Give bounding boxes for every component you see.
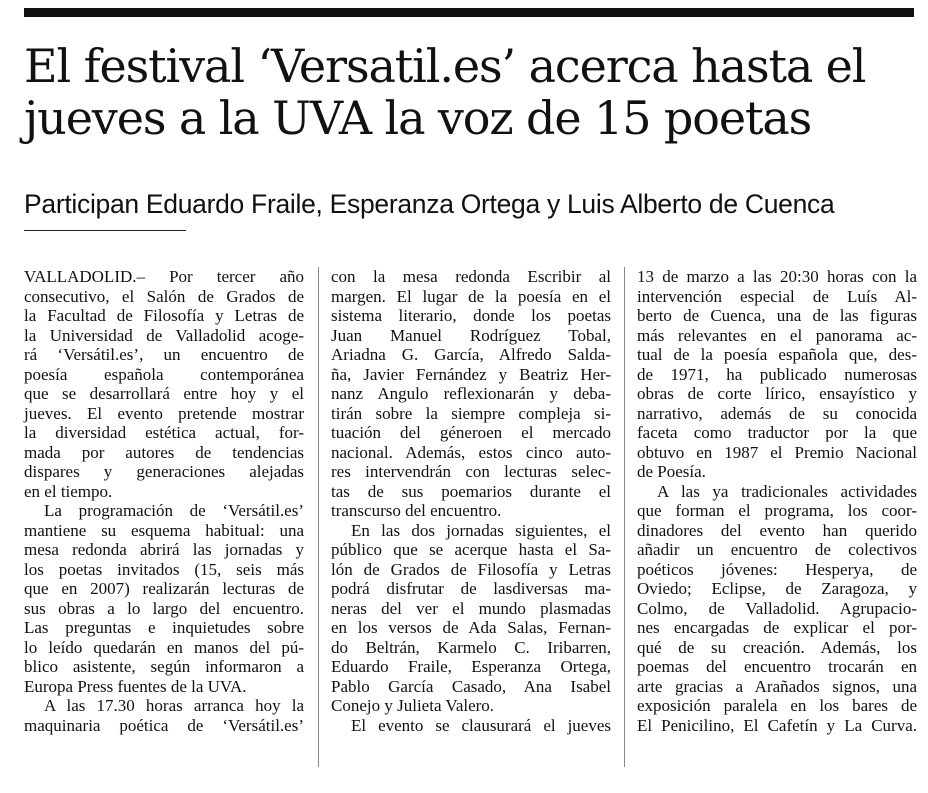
- article-line: Conejo y Julieta Valero.: [331, 696, 495, 715]
- article-line: nanz Angulo reflexionarán y deba-: [331, 384, 611, 403]
- article-line: en el tiempo.: [24, 481, 113, 501]
- article-line: jueves. El evento pretende mostrar: [24, 403, 304, 423]
- article-line: exposición paralela en los bares de: [637, 696, 917, 715]
- subheadline: Participan Eduardo Fraile, Esperanza Ortega y Luis Alberto de Cuenca: [24, 189, 835, 219]
- article-line: tirán sobre la siempre compleja si-: [331, 403, 611, 423]
- article-line: que se desarrollará entre hoy y el: [24, 384, 304, 403]
- column-divider: [624, 267, 625, 767]
- article-line: sistema literario, donde los poetas: [331, 306, 611, 325]
- article-line: la Universidad de Valladolid acoge-: [24, 325, 304, 345]
- article-line: tuación del géneroen el mercado: [331, 423, 611, 442]
- article-line: res intervendrán con lecturas selec-: [331, 462, 611, 481]
- article-line: La programación de ‘Versátil.es’: [44, 501, 304, 520]
- article-line: Ariadna G. García, Alfredo Salda-: [331, 345, 611, 364]
- article-line: qué de su creación. Además, los: [637, 637, 917, 657]
- article-line: la diversidad estética actual, for-: [24, 423, 304, 442]
- article-line: margen. El lugar de la poesía en el: [331, 286, 611, 306]
- article-line: que en 2007) realizarán lecturas de: [24, 579, 304, 598]
- article-line: arte gracias a Arañados signos, una: [637, 676, 917, 696]
- article-line: intervención especial de Luís Al-: [637, 286, 917, 306]
- article-line: transcurso del encuentro.: [331, 501, 502, 520]
- article-line: la Facultad de Filosofía y Letras de: [24, 306, 304, 325]
- article-line: blico asistente, según informaron a: [24, 657, 304, 676]
- article-line: 13 de marzo a las 20:30 horas con la: [637, 267, 917, 286]
- article-line: lón de Grados de Filosofía y Letras: [331, 559, 611, 579]
- article-line: ña, Javier Fernández y Beatriz Her-: [331, 364, 611, 384]
- article-line: mesa redonda abrirá las jornadas y: [24, 540, 304, 559]
- article-line: mantiene su esquema habitual: una: [24, 520, 304, 540]
- article-line: mada por autores de tendencias: [24, 442, 304, 462]
- article-line: dinadores del evento han querido: [637, 520, 917, 540]
- article-line: tual de la poesía española que, des-: [637, 345, 917, 364]
- article-line: Juan Manuel Rodríguez Tobal,: [331, 325, 611, 345]
- article-line: obras de corte lírico, ensayístico y: [637, 384, 917, 403]
- article-line: poéticos jóvenes: Hesperya, de: [637, 559, 917, 579]
- article-line: poemas del encuentro trocarán en: [637, 657, 917, 676]
- article-line: podrá disfrutar de lasdiversas ma-: [331, 579, 611, 598]
- article-line: de Poesía.: [637, 462, 706, 481]
- article-line: los poetas invitados (15, seis más: [24, 559, 304, 579]
- article-line: que forman el programa, los coor-: [637, 501, 917, 520]
- article-line: El evento se clausurará el jueves: [351, 715, 611, 735]
- article-line: lo leído quedarán en manos del pú-: [24, 637, 304, 657]
- article-line: maquinaria poética de ‘Versátil.es’: [24, 715, 304, 735]
- column-divider: [318, 267, 319, 767]
- article-line: En las dos jornadas siguientes, el: [351, 520, 611, 540]
- article-column-1: [24, 267, 304, 735]
- article-line: narrativo, además de su conocida: [637, 403, 917, 423]
- article-line: obtuvo en 1987 el Premio Nacional: [637, 442, 917, 462]
- article-line: Oviedo; Eclipse, de Zaragoza, y: [637, 579, 917, 598]
- article-line: do Beltrán, Karmelo C. Iribarren,: [331, 637, 611, 657]
- article-line: berto de Cuenca, una de las figuras: [637, 306, 917, 325]
- headline: [24, 40, 914, 144]
- article-line: Pablo García Casado, Ana Isabel: [331, 676, 611, 696]
- article-line: nes encargadas de explicar el por-: [637, 618, 917, 637]
- article-line: consecutivo, el Salón de Grados de: [24, 286, 304, 306]
- subheadline-rule: [24, 230, 186, 231]
- article-line: añadir un encuentro de colectivos: [637, 540, 917, 559]
- article-line: poesía española contemporánea: [24, 364, 304, 384]
- article-line: dispares y generaciones alejadas: [24, 462, 304, 481]
- article-line: neras del ver el mundo plasmadas: [331, 598, 611, 618]
- article-line: A las ya tradicionales actividades: [657, 481, 917, 501]
- article-line: Europa Press fuentes de la UVA.: [24, 676, 247, 696]
- article-line: más relevantes en el panorama ac-: [637, 325, 917, 345]
- article-line: en los versos de Ada Salas, Fernan-: [331, 618, 611, 637]
- article-line: A las 17.30 horas arranca hoy la: [44, 696, 304, 715]
- headline-line-1: El festival ‘Versatil.es’ acerca hasta el: [24, 39, 866, 93]
- article-line: tas de sus poemarios durante el: [331, 481, 611, 501]
- top-rule: [24, 8, 914, 17]
- article-line: VALLADOLID.– Por tercer año: [24, 267, 304, 286]
- article-line: nacional. Además, estos cinco auto-: [331, 442, 611, 462]
- article-column-2: [331, 267, 611, 735]
- article-line: El Penicilino, El Cafetín y La Curva.: [637, 715, 917, 735]
- article-line: Colmo, de Valladolid. Agrupacio-: [637, 598, 917, 618]
- headline-line-2: jueves a la UVA la voz de 15 poetas: [24, 91, 812, 145]
- article-line: sus obras a lo largo del encuentro.: [24, 598, 304, 618]
- article-line: Las preguntas e inquietudes sobre: [24, 618, 304, 637]
- article-column-3: [637, 267, 917, 735]
- article-line: de 1971, ha publicado numerosas: [637, 364, 917, 384]
- article-line: rá ‘Versátil.es’, un encuentro de: [24, 345, 304, 364]
- article-line: faceta como traductor por la que: [637, 423, 917, 442]
- article-line: con la mesa redonda Escribir al: [331, 267, 611, 286]
- article-line: público que se acerque hasta el Sa-: [331, 540, 611, 559]
- article-line: Eduardo Fraile, Esperanza Ortega,: [331, 657, 611, 676]
